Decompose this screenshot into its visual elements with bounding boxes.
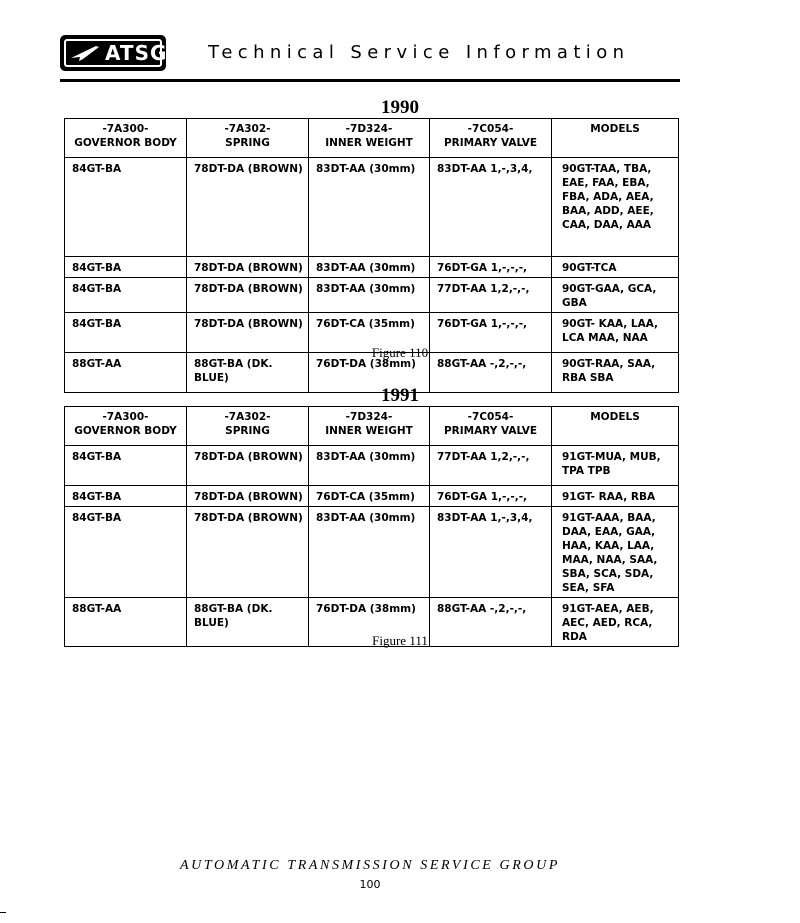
- logo-text: ATSG: [105, 41, 168, 65]
- table-cell: 90GT-GAA, GCA, GBA: [552, 278, 679, 313]
- table-cell: 84GT-BA: [65, 158, 187, 257]
- table-row: [65, 278, 679, 313]
- table-row: [65, 486, 679, 507]
- table-cell: 76DT-GA 1,-,-,-,: [430, 257, 552, 278]
- column-header: -7D324- INNER WEIGHT: [309, 119, 430, 158]
- table-cell: 90GT-RAA, SAA, RBA SBA: [552, 353, 679, 393]
- table-cell: 84GT-BA: [65, 486, 187, 507]
- table-cell: 76DT-CA (35mm): [309, 486, 430, 507]
- table-cell: 77DT-AA 1,2,-,-,: [430, 446, 552, 486]
- table-cell: 88GT-AA -,2,-,-,: [430, 598, 552, 647]
- table-cell: 88GT-AA: [65, 598, 187, 647]
- column-header: -7A302- SPRING: [187, 407, 309, 446]
- table-cell: 88GT-AA: [65, 353, 187, 393]
- table-cell: 83DT-AA (30mm): [309, 158, 430, 257]
- table-cell: 77DT-AA 1,2,-,-,: [430, 278, 552, 313]
- table-cell: 78DT-DA (BROWN): [187, 158, 309, 257]
- table-year-heading: 1991: [381, 385, 419, 406]
- table-cell: 78DT-DA (BROWN): [187, 446, 309, 486]
- table-cell: 84GT-BA: [65, 278, 187, 313]
- table-cell: 90GT-TCA: [552, 257, 679, 278]
- table-cell: 83DT-AA (30mm): [309, 257, 430, 278]
- table-cell: 91GT-AAA, BAA, DAA, EAA, GAA, HAA, KAA, LAA, MAA, NAA, SAA, SBA, SCA, SDA, SEA, SFA: [552, 507, 679, 598]
- table-cell: 91GT-AEA, AEB, AEC, AED, RCA, RDA: [552, 598, 679, 647]
- table-row: [65, 158, 679, 257]
- table-cell: 83DT-AA 1,-,3,4,: [430, 158, 552, 257]
- table-header-row: [65, 119, 679, 158]
- table-cell: 78DT-DA (BROWN): [187, 257, 309, 278]
- table-cell: 91GT-MUA, MUB, TPA TPB: [552, 446, 679, 486]
- table-cell: 91GT- RAA, RBA: [552, 486, 679, 507]
- table-cell: 78DT-DA (BROWN): [187, 278, 309, 313]
- column-header: -7A300- GOVERNOR BODY: [65, 119, 187, 158]
- table-cell: 76DT-CA (35mm): [309, 313, 430, 353]
- page-header: [60, 32, 680, 82]
- table-cell: 83DT-AA 1,-,3,4,: [430, 507, 552, 598]
- table-cell: 84GT-BA: [65, 313, 187, 353]
- table-cell: 84GT-BA: [65, 507, 187, 598]
- table-cell: 78DT-DA (BROWN): [187, 507, 309, 598]
- table-cell: 84GT-BA: [65, 446, 187, 486]
- footer-organization: AUTOMATIC TRANSMISSION SERVICE GROUP: [180, 858, 560, 873]
- table-cell: 83DT-AA (30mm): [309, 446, 430, 486]
- table-row: [65, 257, 679, 278]
- table-cell: 90GT-TAA, TBA, EAE, FAA, EBA, FBA, ADA, AEA, BAA, ADD, AEE, CAA, DAA, AAA: [552, 158, 679, 257]
- table-cell: 83DT-AA (30mm): [309, 278, 430, 313]
- column-header: -7C054- PRIMARY VALVE: [430, 407, 552, 446]
- table-cell: 76DT-GA 1,-,-,-,: [430, 486, 552, 507]
- atsg-logo: [60, 35, 166, 71]
- table-cell: 84GT-BA: [65, 257, 187, 278]
- governor-parts-table-1991: [64, 406, 679, 647]
- table-cell: 88GT-AA -,2,-,-,: [430, 353, 552, 393]
- table-header-row: [65, 407, 679, 446]
- scan-mark: [0, 912, 6, 913]
- table-cell: 83DT-AA (30mm): [309, 507, 430, 598]
- table-row: [65, 446, 679, 486]
- column-header: -7C054- PRIMARY VALVE: [430, 119, 552, 158]
- table-cell: 78DT-DA (BROWN): [187, 486, 309, 507]
- column-header: MODELS: [552, 407, 679, 446]
- table-cell: 88GT-BA (DK. BLUE): [187, 353, 309, 393]
- page-number: 100: [359, 878, 381, 891]
- page-title: Technical Service Information: [208, 42, 630, 63]
- airplane-icon: [70, 43, 100, 63]
- figure-caption: Figure 110: [371, 345, 429, 360]
- figure-caption: Figure 111: [372, 633, 428, 648]
- table-cell: 78DT-DA (BROWN): [187, 313, 309, 353]
- table-cell: 76DT-DA (38mm): [309, 598, 430, 647]
- header-divider: [60, 79, 680, 82]
- column-header: -7A302- SPRING: [187, 119, 309, 158]
- table-year-heading: 1990: [381, 97, 419, 118]
- column-header: -7D324- INNER WEIGHT: [309, 407, 430, 446]
- table-cell: 76DT-GA 1,-,-,-,: [430, 313, 552, 353]
- table-cell: 88GT-BA (DK. BLUE): [187, 598, 309, 647]
- table-row: [65, 507, 679, 598]
- column-header: -7A300- GOVERNOR BODY: [65, 407, 187, 446]
- column-header: MODELS: [552, 119, 679, 158]
- table-cell: 76DT-DA (38mm): [309, 353, 430, 393]
- table-cell: 90GT- KAA, LAA, LCA MAA, NAA: [552, 313, 679, 353]
